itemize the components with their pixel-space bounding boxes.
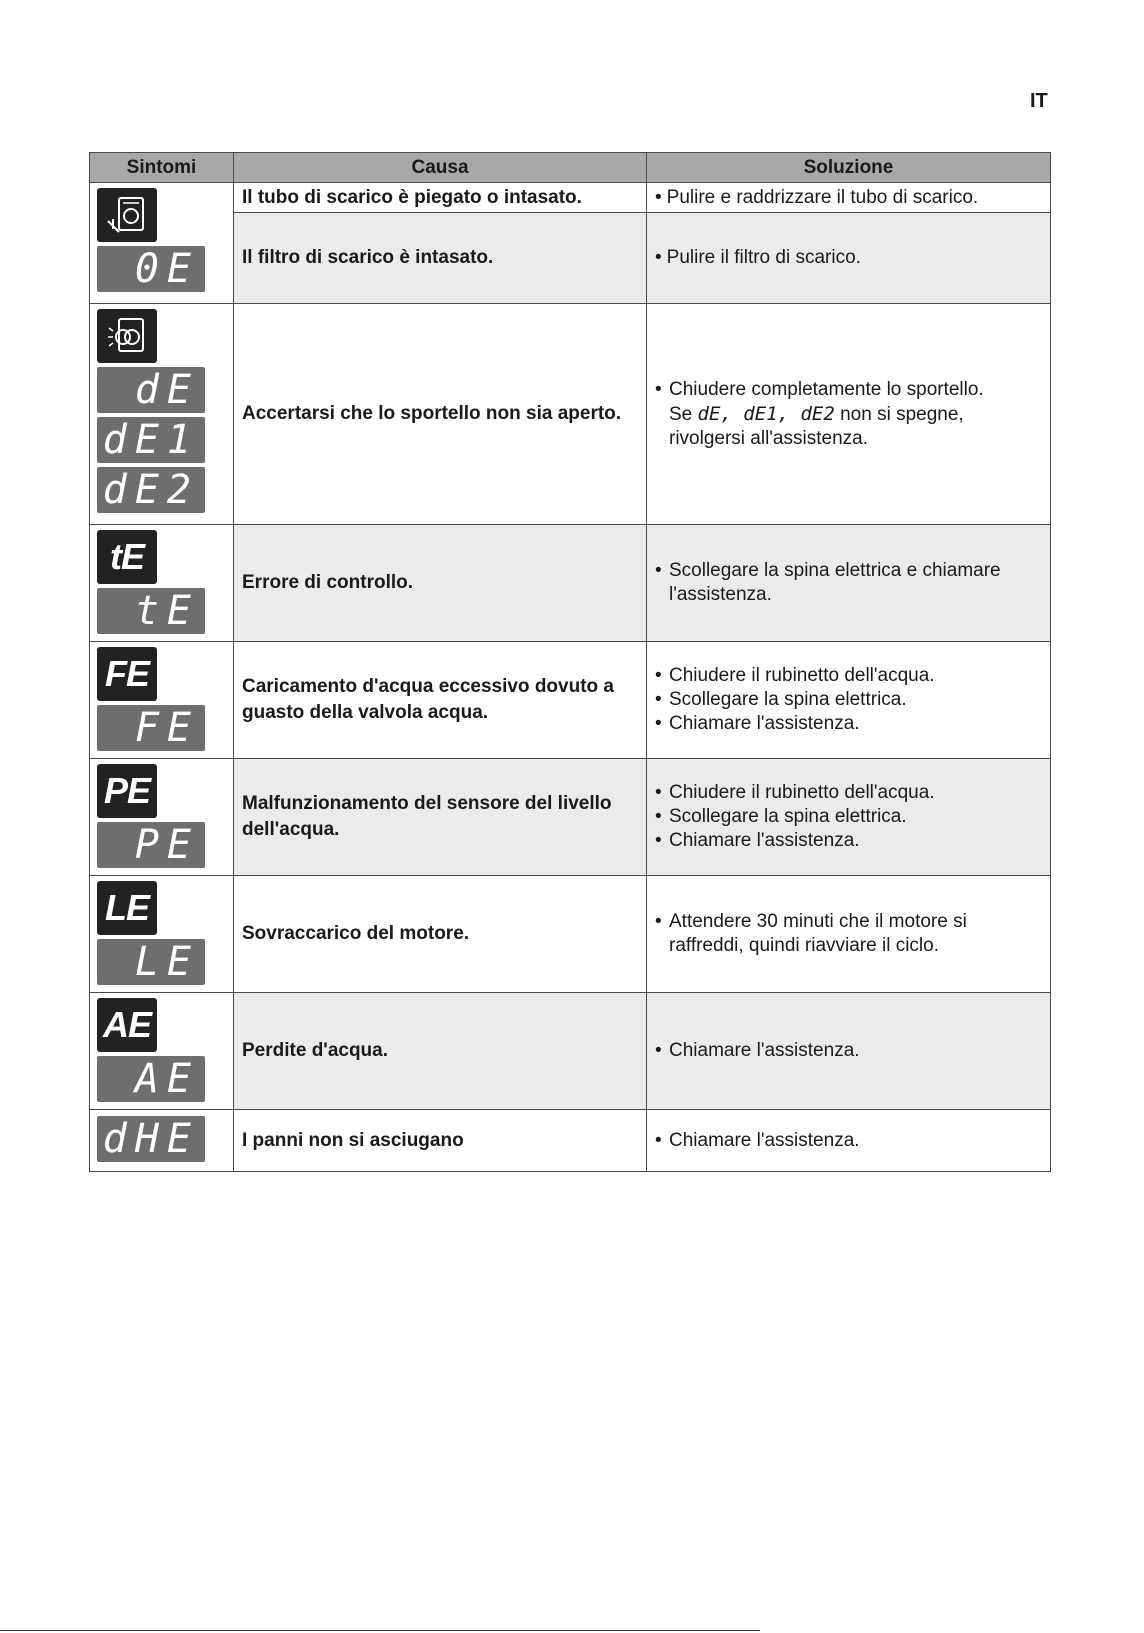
solution-cell	[647, 759, 1051, 876]
table-row	[90, 876, 1051, 993]
solution-text: • Attendere 30 minuti che il motore si raffreddi, quindi riavviare il ciclo.	[669, 910, 1042, 958]
solution-cell	[647, 1110, 1051, 1172]
solution-text: rivolgersi all'assistenza.	[669, 427, 868, 449]
lcd-display: tE	[97, 588, 205, 634]
solution-cell	[647, 876, 1051, 993]
lcd-display: FE	[97, 705, 205, 751]
error-pe-icon: PE	[97, 764, 157, 818]
table-row	[90, 759, 1051, 876]
lcd-display: LE	[97, 939, 205, 985]
lcd-display: dE1	[97, 417, 205, 463]
solution-text: • Chiudere il rubinetto dell'acqua.	[669, 781, 1042, 805]
error-te-icon: tE	[97, 530, 157, 584]
cause-text: Perdite d'acqua.	[234, 993, 647, 1110]
cause-text: Errore di controllo.	[234, 525, 647, 642]
header-causa: Causa	[234, 153, 647, 183]
drain-icon	[97, 188, 157, 242]
solution-item: • Pulire e raddrizzare il tubo di scarico.	[647, 183, 1050, 213]
solution-item: • Pulire il filtro di scarico.	[647, 213, 1050, 303]
cause-text: Accertarsi che lo sportello non sia aperto.	[234, 304, 647, 525]
cause-text: Il filtro di scarico è intasato.	[234, 213, 646, 303]
symptom-cell	[90, 642, 234, 759]
table-row	[90, 525, 1051, 642]
solution-cell	[647, 993, 1051, 1110]
table-row	[90, 642, 1051, 759]
solution-text: • Chiamare l'assistenza.	[669, 712, 1042, 736]
lcd-display: dE2	[97, 467, 205, 513]
solution-cell	[647, 525, 1051, 642]
solution-text: • Chiamare l'assistenza.	[669, 1129, 1042, 1153]
lcd-display: PE	[97, 822, 205, 868]
solution-text: • Scollegare la spina elettrica.	[669, 805, 1042, 829]
troubleshooting-table	[89, 152, 1051, 1172]
symptom-cell	[90, 876, 234, 993]
cause-text: Caricamento d'acqua eccessivo dovuto a guasto della valvola acqua.	[234, 642, 647, 759]
table-row	[90, 993, 1051, 1110]
error-fe-icon: FE	[97, 647, 157, 701]
table-header-row	[90, 153, 1051, 183]
cause-cell	[234, 183, 647, 304]
solution-text: Pulire il filtro di scarico.	[666, 247, 861, 268]
language-code: IT	[1030, 90, 1048, 112]
lcd-display: dHE	[97, 1116, 205, 1162]
solution-text: • Chiamare l'assistenza.	[669, 829, 1042, 853]
cause-text: Sovraccarico del motore.	[234, 876, 647, 993]
solution-cell	[647, 183, 1051, 304]
lcd-display: AE	[97, 1056, 205, 1102]
symptom-cell	[90, 993, 234, 1110]
solution-text: • Chiudere completamente lo sportello.	[669, 378, 1042, 402]
solution-text: non si spegne,	[840, 403, 964, 425]
solution-text: • Scollegare la spina elettrica.	[669, 688, 1042, 712]
solution-cell	[647, 304, 1051, 525]
symptom-cell	[90, 525, 234, 642]
symptom-cell	[90, 304, 234, 525]
error-codes: dE, dE1, dE2	[697, 402, 835, 425]
door-icon	[97, 309, 157, 363]
cause-text: Il tubo di scarico è piegato o intasato.	[234, 183, 646, 213]
solution-text: • Chiudere il rubinetto dell'acqua.	[669, 664, 1042, 688]
solution-text: Pulire e raddrizzare il tubo di scarico.	[666, 186, 979, 208]
header-sintomi: Sintomi	[90, 153, 234, 183]
symptom-cell	[90, 759, 234, 876]
solution-cell	[647, 642, 1051, 759]
error-ae-icon: AE	[97, 998, 157, 1052]
symptom-cell	[90, 1110, 234, 1172]
lcd-display: 0E	[97, 246, 205, 292]
solution-text: • Chiamare l'assistenza.	[669, 1039, 1042, 1063]
table-row	[90, 1110, 1051, 1172]
table-row	[90, 304, 1051, 525]
lcd-display: dE	[97, 367, 205, 413]
header-soluzione: Soluzione	[647, 153, 1051, 183]
cause-text: Malfunzionamento del sensore del livello dell'acqua.	[234, 759, 647, 876]
cause-text: I panni non si asciugano	[234, 1110, 647, 1172]
solution-text: • Scollegare la spina elettrica e chiamare l'assistenza.	[669, 559, 1042, 607]
page-divider	[0, 1630, 760, 1631]
solution-text: Se	[669, 403, 693, 425]
symptom-cell	[90, 183, 234, 304]
table-row	[90, 183, 1051, 304]
error-le-icon: LE	[97, 881, 157, 935]
